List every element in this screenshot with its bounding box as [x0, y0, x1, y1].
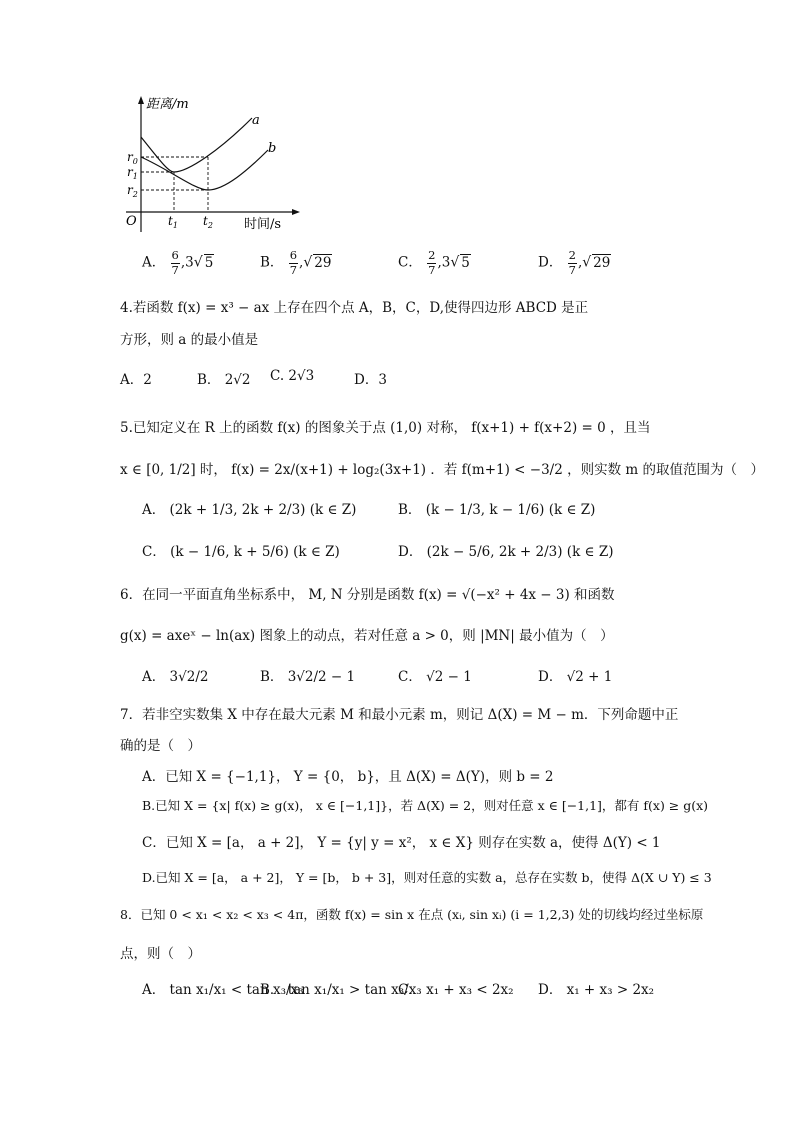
q4-option-b: B． 2√2 — [197, 372, 251, 388]
q3-option-d: D． $\frac{2}{7}$ ,√ 29 — [538, 248, 611, 277]
q7-stem-line2: 确的是（ ） — [120, 738, 201, 754]
q8-option-b: B． tan x₁/x₁ > tan x₃/x₃ — [260, 982, 422, 998]
q6-stem-line2: g(x) = axeˣ − ln(ax) 图象上的动点，若对任意 a > 0，则 |MN| 最小值为（ ） — [120, 628, 614, 644]
q4-option-c: C. 2√3 — [270, 368, 315, 384]
r1-label: $r_1$ — [127, 165, 138, 181]
curve-b-label: b — [268, 141, 277, 156]
q7-option-c: C．已知 X = [a， a + 2]， Y = {y| y = x²， x ∈ X} 则存在实数 a，使得 Δ(Y) < 1 — [142, 835, 661, 851]
q4-option-d: D．3 — [354, 372, 387, 388]
q3-option-b: B． $\frac{6}{7}$ ,√ 29 — [260, 248, 332, 277]
curve-a-label: a — [252, 113, 260, 128]
q5-stem-line2: x ∈ [0, 1/2] 时， f(x) = 2x/(x+1) + log₂(3x+1) ．若 f(m+1) < −3/2 ，则实数 m 的取值范围为（ ） — [120, 462, 764, 478]
q8-option-a: A． tan x₁/x₁ < tan x₃/x₃ — [142, 982, 304, 998]
curve-b — [141, 150, 268, 190]
q6-option-c: C． √2 − 1 — [398, 669, 472, 685]
curve-a — [141, 118, 252, 172]
q5-option-c: C． (k − 1/6, k + 5/6) (k ∈ Z) — [142, 544, 340, 560]
q6-option-b: B． 3√2/2 − 1 — [260, 669, 356, 685]
distance-time-graph — [110, 88, 310, 238]
x-axis-arrow — [292, 209, 300, 215]
q5-option-b: B． (k − 1/3, k − 1/6) (k ∈ Z) — [398, 502, 596, 518]
q6-option-d: D． √2 + 1 — [538, 669, 613, 685]
q4-stem-line1: 4.若函数 f(x) = x³ − ax 上存在四个点 A，B，C，D,使得四边形 ABCD 是正 — [120, 300, 589, 316]
t2-label: $t_2$ — [203, 214, 213, 230]
q8-option-c: C． x₁ + x₃ < 2x₂ — [398, 982, 514, 998]
r0-label: $r_0$ — [127, 150, 138, 166]
q4-option-a: A．2 — [120, 372, 152, 388]
q7-stem-line1: 7．若非空实数集 X 中存在最大元素 M 和最小元素 m，则记 Δ(X) = M − m．下列命题中正 — [120, 707, 679, 723]
q8-stem-line1: 8．已知 0 < x₁ < x₂ < x₃ < 4π，函数 f(x) = sin x 在点 (xᵢ, sin xᵢ) (i = 1,2,3) 处的切线均经过坐标原 — [120, 907, 704, 922]
y-axis-arrow — [138, 96, 144, 104]
graph-ylabel: 距离/m — [146, 97, 189, 112]
q5-option-d: D． (2k − 5/6, 2k + 2/3) (k ∈ Z) — [398, 544, 614, 560]
graph-xlabel: 时间/s — [244, 217, 282, 232]
q7-option-a: A．已知 X = {−1,1}， Y = {0， b}，且 Δ(X) = Δ(Y)，则 b = 2 — [142, 769, 554, 785]
q7-option-b: B.已知 X = {x| f(x) ≥ g(x)， x ∈ [−1,1]}，若 Δ(X) = 2，则对任意 x ∈ [−1,1]，都有 f(x) ≥ g(x) — [142, 798, 709, 813]
q3-option-a: A． $\frac{6}{7}$ ,3√ 5 — [142, 248, 214, 277]
q3-option-c: C． $\frac{2}{7}$ ,3√ 5 — [398, 248, 470, 277]
t1-label: $t_1$ — [168, 214, 178, 230]
graph-origin: O — [126, 214, 137, 229]
q8-option-d: D． x₁ + x₃ > 2x₂ — [538, 982, 655, 998]
q6-option-a: A． 3√2/2 — [142, 669, 209, 685]
q7-option-d: D.已知 X = [a， a + 2]， Y = [b， b + 3]，则对任意的实数 a，总存在实数 b，使得 Δ(X ∪ Y) ≤ 3 — [142, 870, 712, 885]
q5-stem-line1: 5.已知定义在 R 上的函数 f(x) 的图象关于点 (1,0) 对称， f(x+1) + f(x+2) = 0 ，且当 — [120, 420, 651, 436]
q8-stem-line2: 点，则（ ） — [120, 946, 201, 962]
r2-label: $r_2$ — [127, 183, 138, 199]
q6-stem-line1: 6．在同一平面直角坐标系中， M, N 分别是函数 f(x) = √(−x² + 4x − 3) 和函数 — [120, 587, 615, 603]
q4-stem-line2: 方形，则 a 的最小值是 — [120, 332, 259, 348]
q5-option-a: A． (2k + 1/3, 2k + 2/3) (k ∈ Z) — [142, 502, 357, 518]
